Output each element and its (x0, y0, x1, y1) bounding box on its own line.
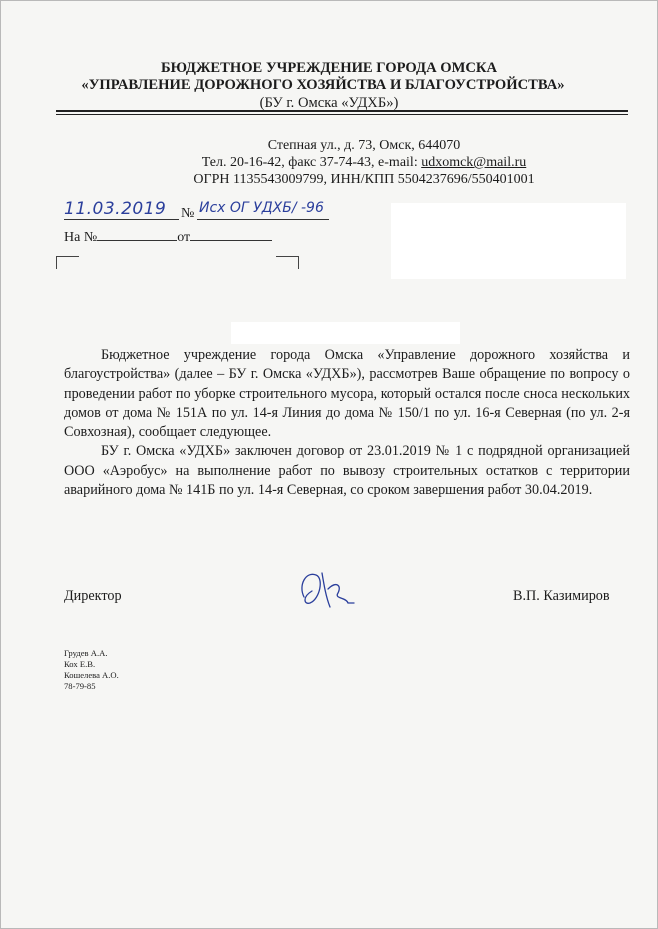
body-paragraph-1: Бюджетное учреждение города Омска «Управление дорожного хозяйства и благоустройства» (далее – БУ г. Омска «УДХБ»), рассмотрев Ваше обращение по вопросу о проведении работ по уборке строительного мусора, который остался после сноса нескольких домов от дома № 151А по ул. 14-я Линия до дома № 150/1 по ул. 16-я Северная (по ул. 2-я Совхозная), сообщает следующее. (64, 347, 630, 441)
executor-1: Грудев А.А. (64, 648, 108, 658)
ogrn-inn-line: ОГРН 1135543009799, ИНН/КПП 5504237696/550401001 (193, 172, 535, 187)
salutation-redaction (231, 322, 460, 344)
ref-date-blank (190, 227, 272, 241)
phone-fax-text: Тел. 20-16-42, факс 37-74-43, e-mail: (201, 155, 422, 170)
ref-from: от (177, 230, 191, 245)
number-sign: № (181, 206, 195, 221)
executor-3: Кошелева А.О. (64, 670, 119, 680)
body-paragraph-2: БУ г. Омска «УДХБ» заключен договор от 23.01.2019 № 1 с подрядной организацией ООО «Аэробус» на выполнение работ по вывозу строительных остатков с территории аварийного дома № 141Б по ул. 14-я Северная, со сроком завершения работ 30.04.2019. (64, 443, 630, 499)
address-bracket-left (56, 256, 79, 269)
executor-phone: 78-79-85 (64, 681, 96, 691)
header-rule-thick (56, 110, 628, 112)
director-signature (290, 563, 360, 613)
org-name-line2: «УПРАВЛЕНИЕ ДОРОЖНОГО ХОЗЯЙСТВА И БЛАГОУСТРОЙСТВА» (81, 77, 565, 93)
signer-position: Директор (64, 588, 122, 604)
outgoing-number-field (197, 200, 329, 220)
letter-body (64, 346, 630, 500)
org-name-line1: БЮДЖЕТНОЕ УЧРЕЖДЕНИЕ ГОРОДА ОМСКА (160, 60, 498, 76)
address-line: Степная ул., д. 73, Омск, 644070 (267, 138, 461, 153)
recipient-redaction (391, 203, 626, 279)
ref-prefix: На № (64, 230, 98, 245)
handwritten-number: Исх ОГ УДХБ/ -96 (199, 200, 324, 216)
phone-email-line (120, 154, 608, 171)
executor-2: Кох Е.В. (64, 659, 96, 669)
email-link[interactable]: udxomck@mail.ru (421, 155, 527, 170)
ref-number-blank (97, 227, 177, 241)
org-short-name: (БУ г. Омска «УДХБ») (259, 95, 399, 111)
date-field (64, 199, 179, 220)
header-rule-thin (56, 114, 628, 115)
handwritten-date: 11.03.2019 (64, 199, 167, 219)
signer-name: В.П. Казимиров (513, 588, 610, 604)
reference-line (64, 227, 272, 246)
address-bracket-right (276, 256, 299, 269)
